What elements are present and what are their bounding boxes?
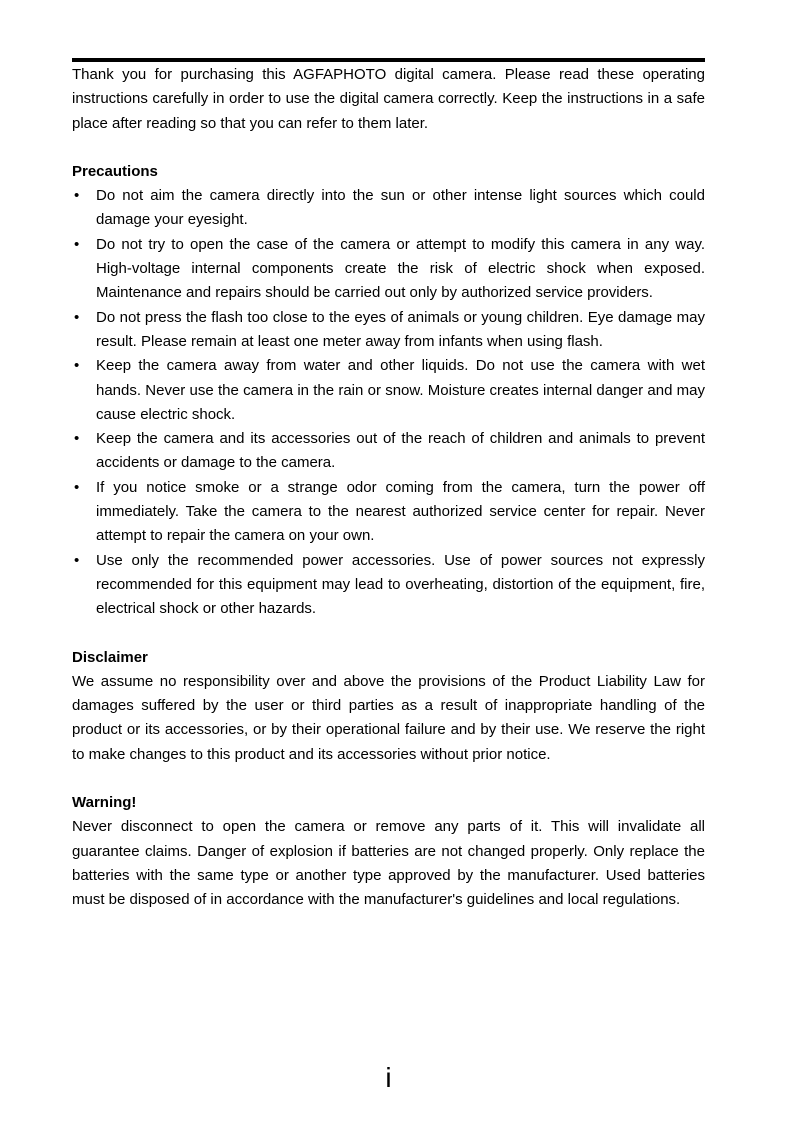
warning-heading: Warning! (72, 794, 137, 812)
precaution-item-text: Do not press the flash too close to the eyes of animals or young children. Eye damage may result. Please remain at least one meter away from infants when using flash. (96, 308, 705, 350)
bullet-icon: • (74, 187, 80, 205)
precaution-item (72, 549, 705, 622)
precautions-heading: Precautions (72, 162, 158, 180)
precaution-item-text: Do not try to open the case of the camera or attempt to modify this camera in any way. High-voltage internal components create the risk of electric shock when exposed. Maintenance and repairs should be carried out only by authorized service providers. (96, 235, 705, 302)
precautions-list (72, 184, 705, 621)
precaution-item (72, 184, 705, 233)
precaution-item (72, 354, 705, 427)
disclaimer-heading: Disclaimer (72, 648, 148, 666)
disclaimer-paragraph: We assume no responsibility over and above the provisions of the Product Liability Law for damages suffered by the user or third parties as a result of inappropriate handling of the product or its accessories, or by their operational failure and by their use. We reserve the right to make changes to this product and its accessories without prior notice. (72, 672, 705, 763)
precaution-item (72, 427, 705, 476)
precaution-item (72, 306, 705, 355)
bullet-icon: • (74, 308, 80, 326)
bullet-icon: • (74, 430, 80, 448)
precaution-item-text: Use only the recommended power accessories. Use of power sources not expressly recommended for this equipment may lead to overheating, distortion of the equipment, fire, electrical shock or other hazards. (96, 551, 705, 618)
bullet-icon: • (74, 478, 80, 496)
precaution-item (72, 233, 705, 306)
bullet-icon: • (74, 235, 80, 253)
precaution-item-text: Keep the camera and its accessories out of the reach of children and animals to prevent accidents or damage to the camera. (96, 430, 705, 472)
precaution-item-text: Keep the camera away from water and other liquids. Do not use the camera with wet hands. Never use the camera in the rain or snow. Moisture creates internal danger and may cause electric shock. (96, 357, 705, 423)
precaution-item-text: Do not aim the camera directly into the sun or other intense light sources which could damage your eyesight. (96, 187, 705, 229)
top-rule (72, 58, 705, 62)
page-number: i (385, 1062, 392, 1093)
precaution-item (72, 476, 705, 549)
bullet-icon: • (74, 357, 80, 375)
bullet-icon: • (74, 551, 80, 569)
intro-paragraph: Thank you for purchasing this AGFAPHOTO digital camera. Please read these operating instructions carefully in order to use the digital camera correctly. Keep the instructions in a safe place after reading so that you can refer to them later. (72, 66, 705, 132)
precaution-item-text: If you notice smoke or a strange odor coming from the camera, turn the power off immediately. Take the camera to the nearest authorized service center for repair. Never attempt to repair the camera on your own. (96, 478, 705, 545)
warning-paragraph: Never disconnect to open the camera or remove any parts of it. This will invalidate all guarantee claims. Danger of explosion if batteries are not changed properly. Only replace the batteries with the same type or another type approved by the manufacturer. Used batteries must be disposed of in accordance with the manufacturer's guidelines and local regulations. (72, 818, 705, 909)
